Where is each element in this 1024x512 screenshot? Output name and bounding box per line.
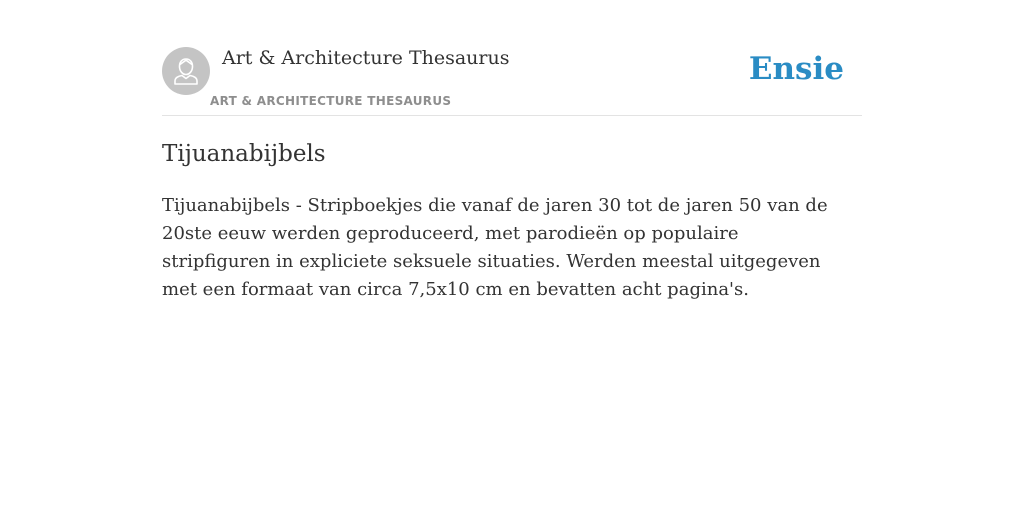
article-body: Tijuanabijbels - Stripboekjes die vanaf de jaren 30 tot de jaren 50 van de 20ste eeuw werden geproduceerd, met parodieën op populaire stripfiguren in expliciete seksuele situaties. Werden meestal uitgegeven met een formaat van circa 7,5x10 cm en bevatten acht pagina's. <box>162 195 828 300</box>
author-name[interactable]: Art & Architecture Thesaurus <box>222 47 510 69</box>
article-title: Tijuanabijbels <box>162 141 326 167</box>
article-header <box>162 0 862 116</box>
page-container <box>162 0 862 300</box>
author-avatar[interactable] <box>162 47 210 95</box>
author-subtitle: ART & ARCHITECTURE THESAURUS <box>210 94 452 108</box>
user-silhouette-icon <box>162 47 210 95</box>
ensie-logo-link[interactable]: Ensie <box>748 51 844 87</box>
